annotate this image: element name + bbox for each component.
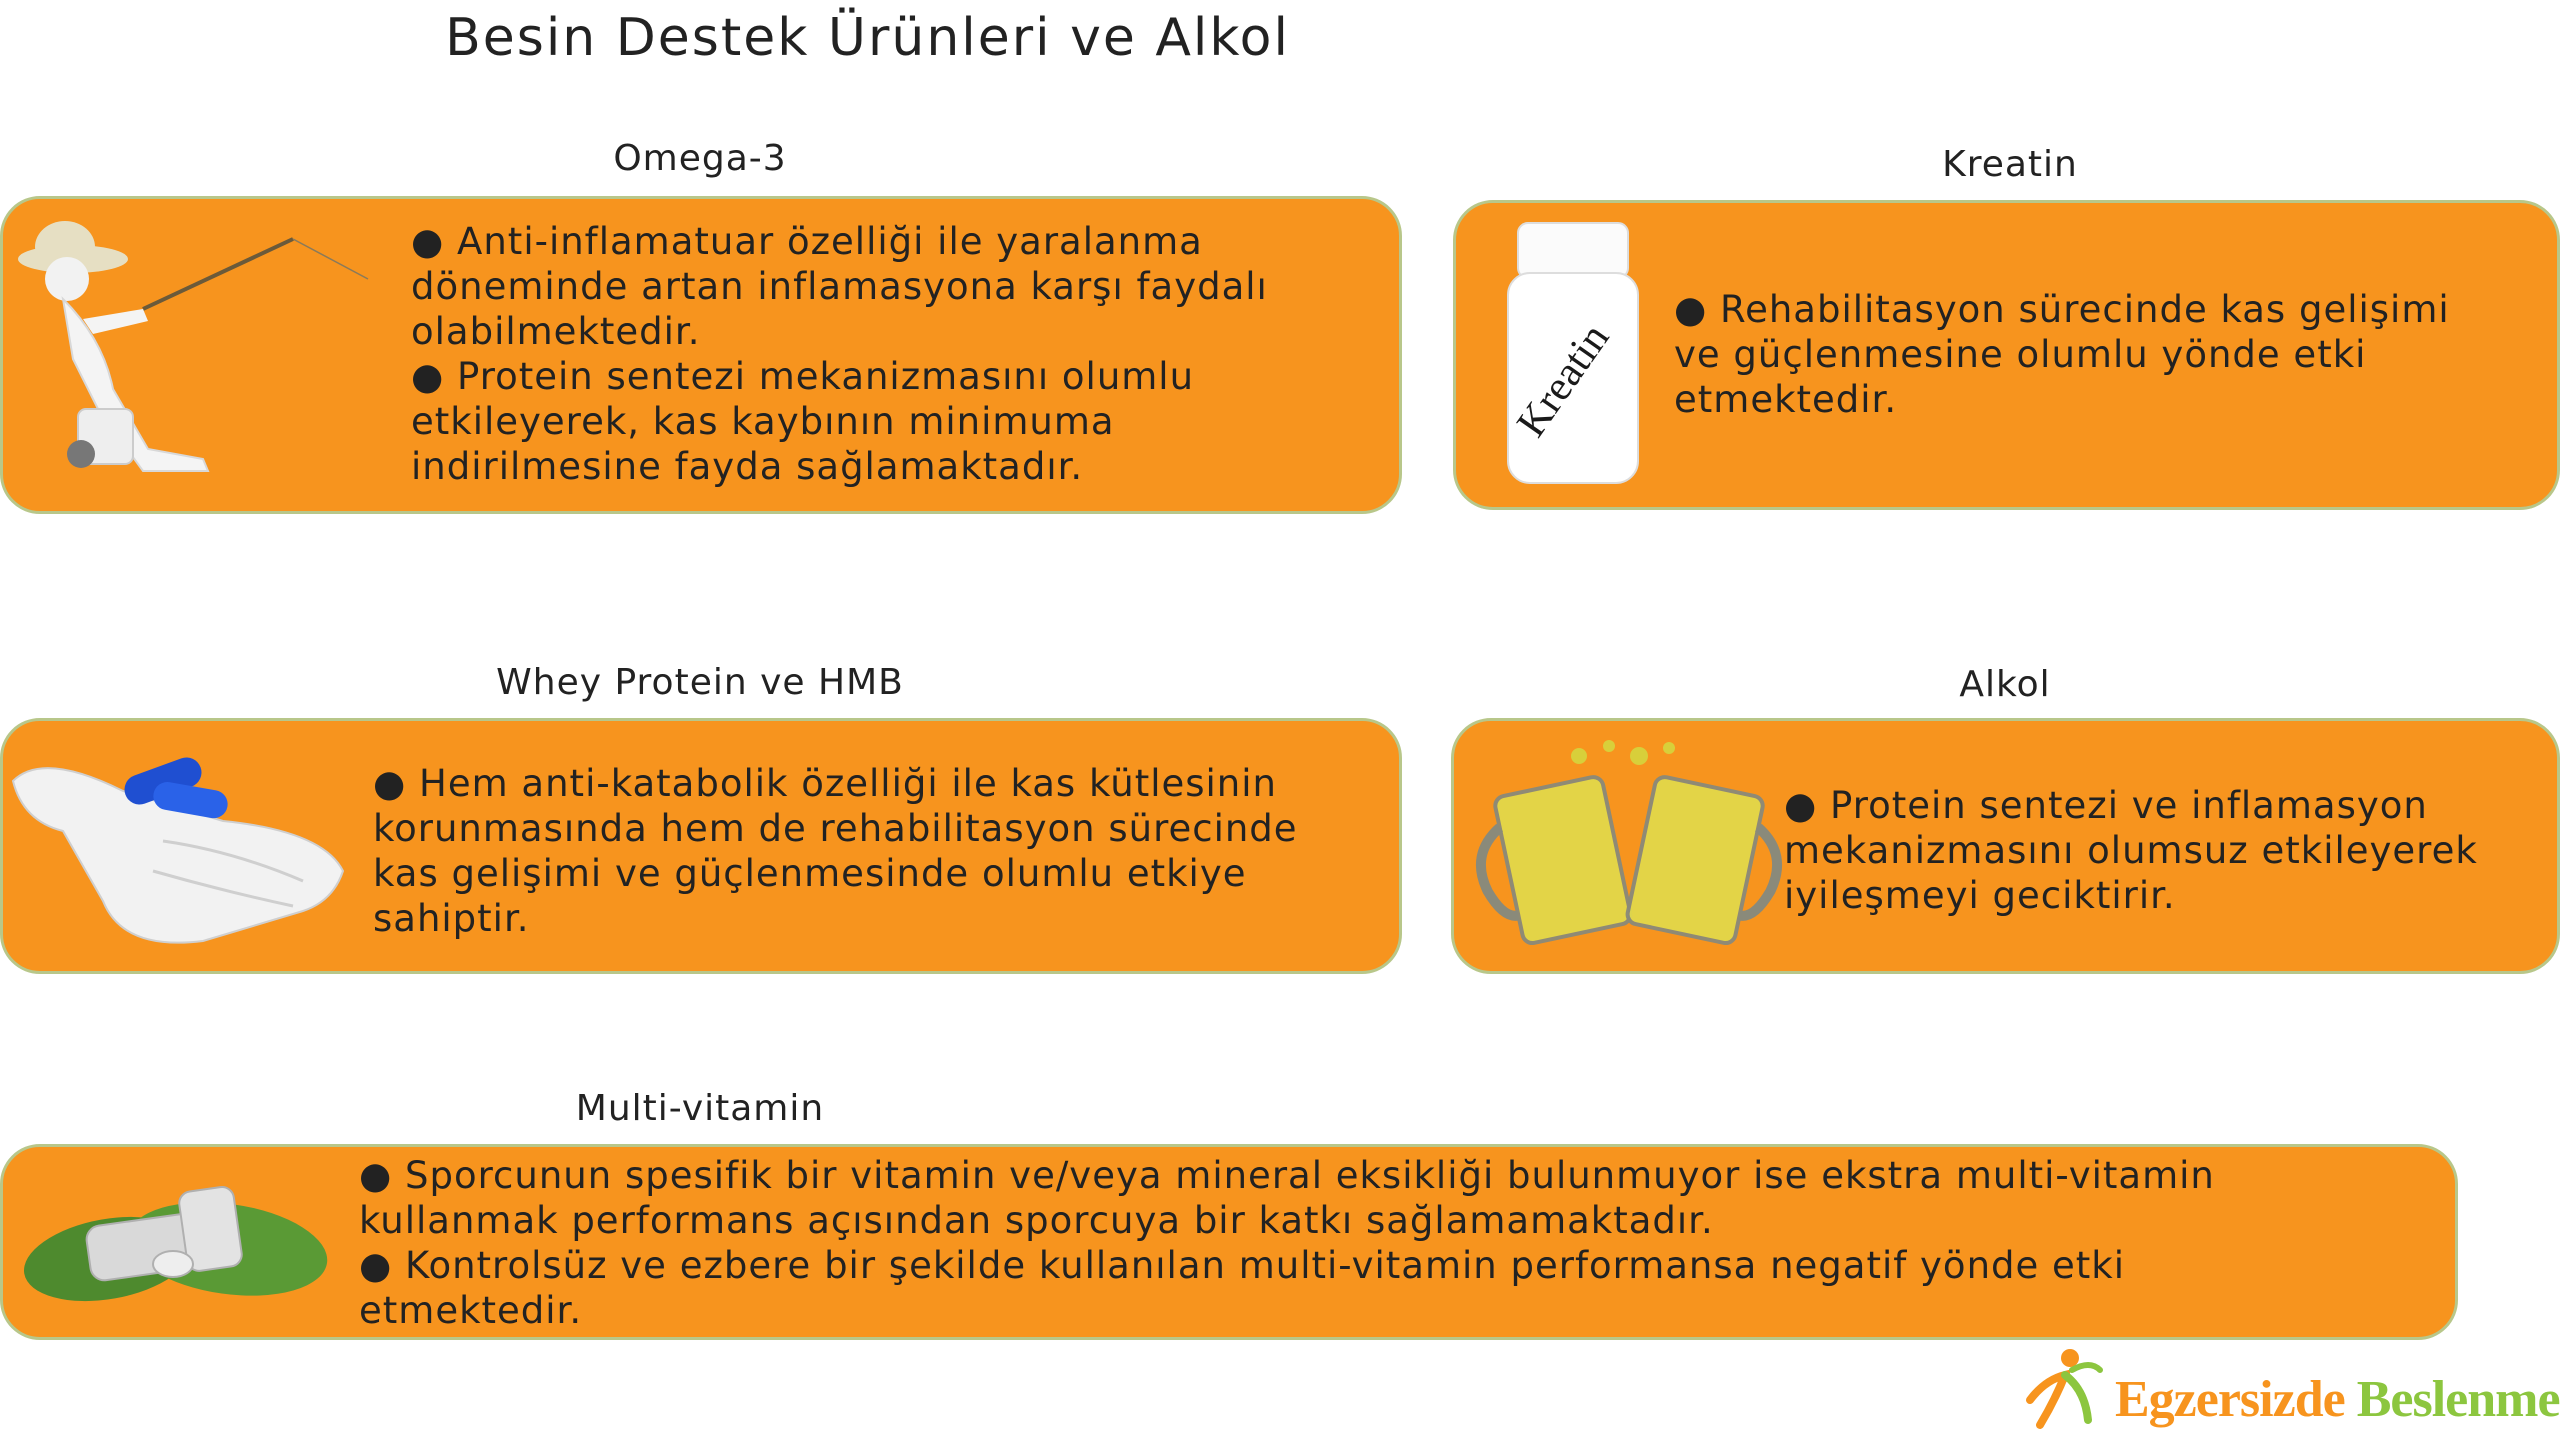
beer-mugs-icon <box>1469 726 1789 966</box>
heading-alkol: Alkol <box>1959 664 2051 705</box>
alkol-line: ● Protein sentezi ve inflamasyon <box>1784 784 2428 827</box>
bottle-label: Kreatin <box>1508 315 1619 446</box>
omega3-line: etkileyerek, kas kaybının minimuma <box>411 400 1115 443</box>
omega3-text <box>411 219 1268 489</box>
card-kreatin <box>1453 200 2560 510</box>
multivitamin-line: etmektedir. <box>359 1289 583 1332</box>
whey-line: sahiptir. <box>373 897 530 940</box>
whey-line: ● Hem anti-katabolik özelliği ile kas kütlesinin <box>373 762 1277 805</box>
multivitamin-text <box>359 1153 2215 1333</box>
runner-logo-icon <box>2010 1340 2110 1440</box>
fisherman-figure-icon <box>3 209 383 499</box>
card-omega3 <box>0 196 1402 514</box>
kreatin-line: ve güçlenmesine olumlu yönde etki <box>1674 333 2367 376</box>
omega3-line: ● Protein sentezi mekanizmasını olumlu <box>411 355 1195 398</box>
whey-text <box>373 761 1298 941</box>
kreatin-line: etmektedir. <box>1674 378 1898 421</box>
multivitamin-line: ● Sporcunun spesifik bir vitamin ve/veya mineral eksikliği bulunmuyor ise ekstra multi-vitamin <box>359 1154 2215 1197</box>
multivitamin-line: kullanmak performans açısından sporcuya bir katkı sağlamamaktadır. <box>359 1199 1714 1242</box>
kreatin-text <box>1674 287 2450 422</box>
alkol-line: iyileşmeyi geciktirir. <box>1784 874 2176 917</box>
heading-multivitamin: Multi-vitamin <box>575 1088 825 1129</box>
alkol-line: mekanizmasını olumsuz etkileyerek <box>1784 829 2478 872</box>
omega3-line: indirilmesine fayda sağlamaktadır. <box>411 445 1084 488</box>
alkol-text <box>1784 783 2478 918</box>
card-whey <box>0 718 1402 974</box>
card-multivitamin <box>0 1144 2458 1340</box>
card-alkol <box>1451 718 2560 974</box>
whey-line: kas gelişimi ve güçlenmesinde olumlu etkiye <box>373 852 1247 895</box>
omega3-line: döneminde artan inflamasyona karşı faydalı <box>411 265 1268 308</box>
brand-logo <box>2010 1340 2560 1440</box>
heading-omega3: Omega-3 <box>613 138 787 179</box>
logo-text <box>2115 1370 2560 1429</box>
omega3-line: ● Anti-inflamatuar özelliği ile yaralanma <box>411 220 1203 263</box>
multivitamin-line: ● Kontrolsüz ve ezbere bir şekilde kullanılan multi-vitamin performansa negatif yönde etki <box>359 1244 2126 1287</box>
omega3-line: olabilmektedir. <box>411 310 701 353</box>
heading-kreatin: Kreatin <box>1942 144 2078 185</box>
kreatin-bottle-icon <box>1496 213 1666 503</box>
page-title: Besin Destek Ürünleri ve Alkol <box>445 8 1290 68</box>
hand-capsules-icon <box>3 731 363 961</box>
logo-text-part1: Egzersizde <box>2115 1371 2345 1428</box>
logo-text-part2: Beslenme <box>2356 1371 2560 1428</box>
heading-whey: Whey Protein ve HMB <box>496 662 904 703</box>
vitamin-pills-icon <box>18 1149 348 1339</box>
whey-line: korunmasında hem de rehabilitasyon sürecinde <box>373 807 1298 850</box>
kreatin-line: ● Rehabilitasyon sürecinde kas gelişimi <box>1674 288 2450 331</box>
